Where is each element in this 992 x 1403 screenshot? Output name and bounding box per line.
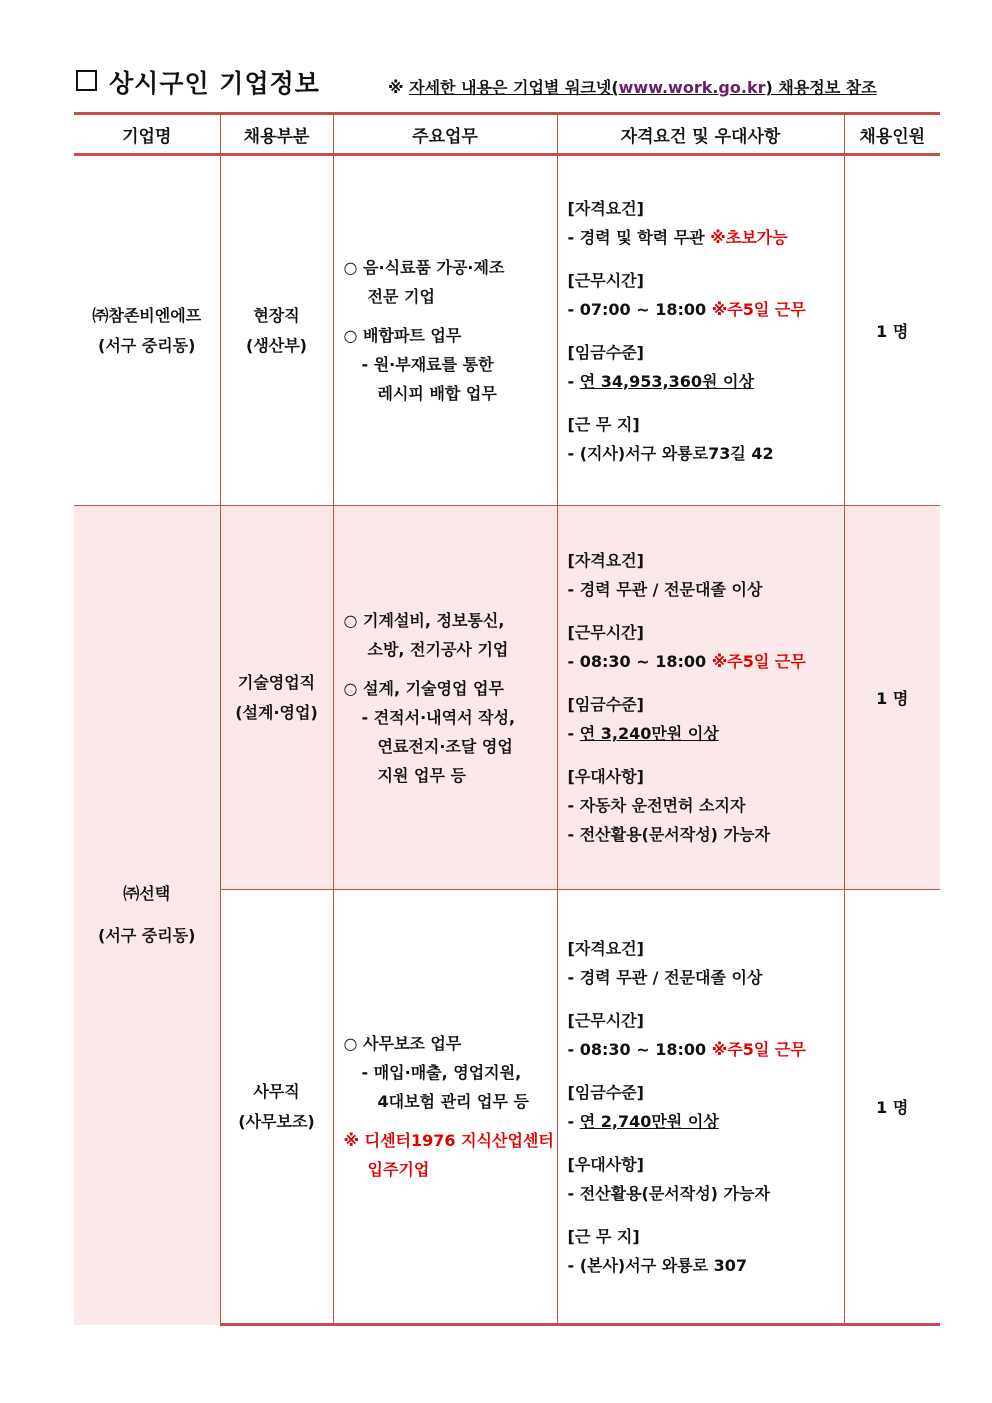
duty-line: 연료전지·조달 영업 (377, 736, 513, 756)
table-header-row (74, 114, 940, 155)
duty-line: - 견적서·내역서 작성, (361, 707, 516, 727)
req-highlight: ※주5일 근무 (711, 299, 806, 319)
position-name: 현장직 (253, 305, 300, 325)
req-value: - 전산활용(문서작성) 가능자 (567, 825, 770, 844)
requirements-cell (557, 890, 844, 1325)
reference-note (388, 75, 877, 98)
duty-line: 레시피 배합 업무 (377, 384, 497, 403)
req-heading: [자격요건] (567, 198, 644, 218)
position-cell (220, 506, 333, 890)
duty-line: - 원·부재료를 통한 (361, 355, 494, 374)
col-position: 채용부분 (220, 114, 333, 155)
req-value: - 경력 무관 / 전문대졸 이상 (567, 967, 763, 987)
req-value: - 08:30 ~ 18:00 (567, 1039, 707, 1059)
col-requirements: 자격요건 및 우대사항 (557, 114, 844, 155)
req-heading: [자격요건] (567, 551, 644, 570)
table-row (74, 506, 940, 890)
req-value: - 전산활용(문서작성) 가능자 (567, 1183, 770, 1203)
duty-note: 입주기업 (367, 1160, 430, 1179)
req-salary: 연 2,740만원 이상 (579, 1111, 719, 1131)
company-location: (서구 중리동) (98, 926, 196, 946)
duty-line: 지원 업무 등 (377, 765, 466, 785)
req-heading: [임금수준] (567, 695, 644, 714)
req-highlight: ※주5일 근무 (711, 652, 806, 671)
headcount-cell: 1 명 (844, 155, 940, 506)
position-name: 사무직 (253, 1081, 300, 1101)
requirements-cell (557, 506, 844, 890)
req-heading: [우대사항] (567, 767, 644, 786)
company-cell (74, 506, 220, 1325)
position-sub: (설계·영업) (235, 702, 318, 722)
position-sub: (생산부) (246, 335, 307, 355)
table-row (74, 155, 940, 506)
duty-note: ※ 디센터1976 지식산업센터 (343, 1131, 554, 1150)
duty-line: ○ 설계, 기술영업 업무 (343, 678, 504, 698)
req-value: - 경력 무관 / 전문대졸 이상 (567, 580, 763, 599)
req-salary: 연 3,240만원 이상 (579, 724, 719, 743)
req-value: - (본사)서구 와룡로 307 (567, 1255, 748, 1275)
checkbox-square-icon (76, 70, 97, 91)
position-name: 기술영업직 (237, 672, 316, 692)
note-suffix: ) 채용정보 참조 (765, 78, 877, 97)
company-cell (74, 155, 220, 506)
headcount-cell: 1 명 (844, 506, 940, 890)
req-value: - 08:30 ~ 18:00 (567, 652, 707, 671)
col-headcount: 채용인원 (844, 114, 940, 155)
duty-line: 소방, 전기공사 기업 (367, 639, 509, 659)
duty-line: ○ 기계설비, 정보통신, (343, 610, 505, 630)
col-company: 기업명 (74, 114, 220, 155)
duties-cell (333, 506, 557, 890)
req-highlight: ※주5일 근무 (711, 1039, 806, 1059)
req-heading: [근무시간] (567, 270, 644, 290)
req-value: - (지사)서구 와룡로73길 42 (567, 443, 774, 463)
duty-line: ○ 사무보조 업무 (343, 1034, 462, 1053)
position-cell (220, 890, 333, 1325)
req-value: - 자동차 운전면허 소지자 (567, 796, 746, 815)
req-heading: [우대사항] (567, 1154, 644, 1174)
duty-line: ○ 음·식료품 가공·제조 (343, 258, 505, 277)
req-value: - 경력 및 학력 무관 (567, 227, 705, 247)
duties-cell (333, 890, 557, 1325)
req-heading: [근 무 지] (567, 1226, 640, 1246)
req-dash: - (567, 724, 575, 743)
req-dash: - (567, 1111, 575, 1131)
req-heading: [근무시간] (567, 1010, 644, 1030)
position-cell (220, 155, 333, 506)
duties-cell (333, 155, 557, 506)
duty-line: 전문 기업 (367, 287, 435, 306)
req-value: - 07:00 ~ 18:00 (567, 299, 707, 319)
req-dash: - (567, 371, 575, 391)
page-title: 상시구인 기업정보 (76, 64, 320, 100)
col-duties: 주요업무 (333, 114, 557, 155)
job-table (74, 112, 940, 1326)
worknet-link[interactable]: www.work.go.kr (618, 78, 766, 97)
duty-line: 4대보험 관리 업무 등 (377, 1092, 529, 1111)
headcount-cell: 1 명 (844, 890, 940, 1325)
duty-line: - 매입·매출, 영업지원, (361, 1063, 522, 1082)
company-location: (서구 중리동) (98, 335, 196, 355)
requirements-cell (557, 155, 844, 506)
company-name: ㈜선택 (123, 884, 171, 904)
req-salary: 연 34,953,360원 이상 (579, 371, 754, 391)
req-heading: [임금수준] (567, 1082, 644, 1102)
req-heading: [임금수준] (567, 342, 644, 362)
req-heading: [근무시간] (567, 623, 644, 642)
position-sub: (사무보조) (238, 1111, 315, 1131)
req-heading: [자격요건] (567, 938, 644, 958)
note-mark: ※ (388, 78, 404, 97)
note-prefix: 자세한 내용은 기업별 워크넷( (409, 78, 619, 97)
duty-line: ○ 배합파트 업무 (343, 326, 462, 345)
req-highlight: ※초보가능 (710, 227, 788, 247)
company-name: ㈜참존비엔에프 (92, 305, 202, 325)
req-heading: [근 무 지] (567, 414, 640, 434)
